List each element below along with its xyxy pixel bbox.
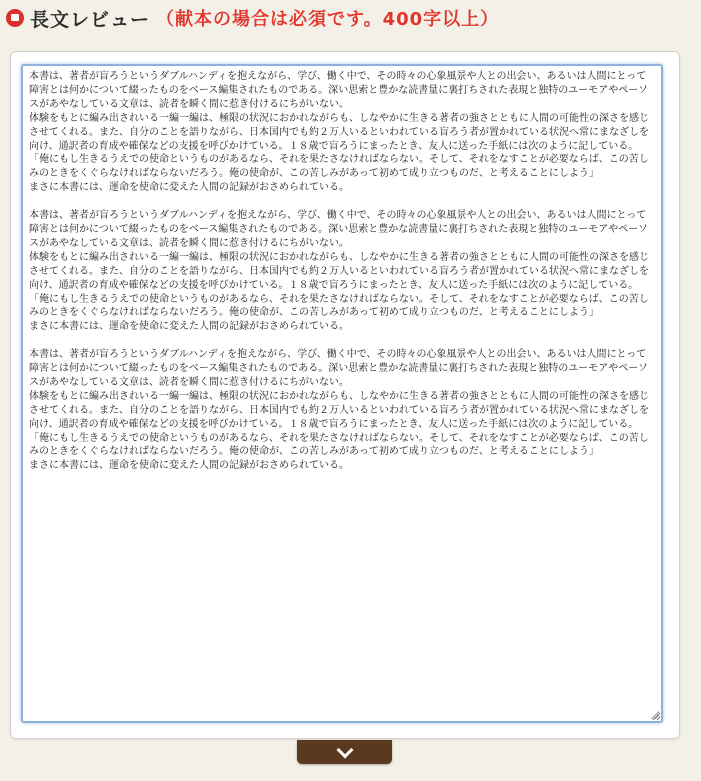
speech-bubble-icon [6,9,24,27]
section-title: 長文レビュー [30,8,151,31]
review-panel [11,52,679,738]
long-review-textarea[interactable] [23,66,661,721]
review-textarea-frame [21,64,663,723]
chevron-down-icon [336,741,353,758]
required-note: （献本の場合は必須です。400字以上） [156,9,500,30]
section-header [6,4,499,32]
expand-toggle-button[interactable] [297,740,392,764]
resize-handle-icon[interactable] [651,711,659,719]
